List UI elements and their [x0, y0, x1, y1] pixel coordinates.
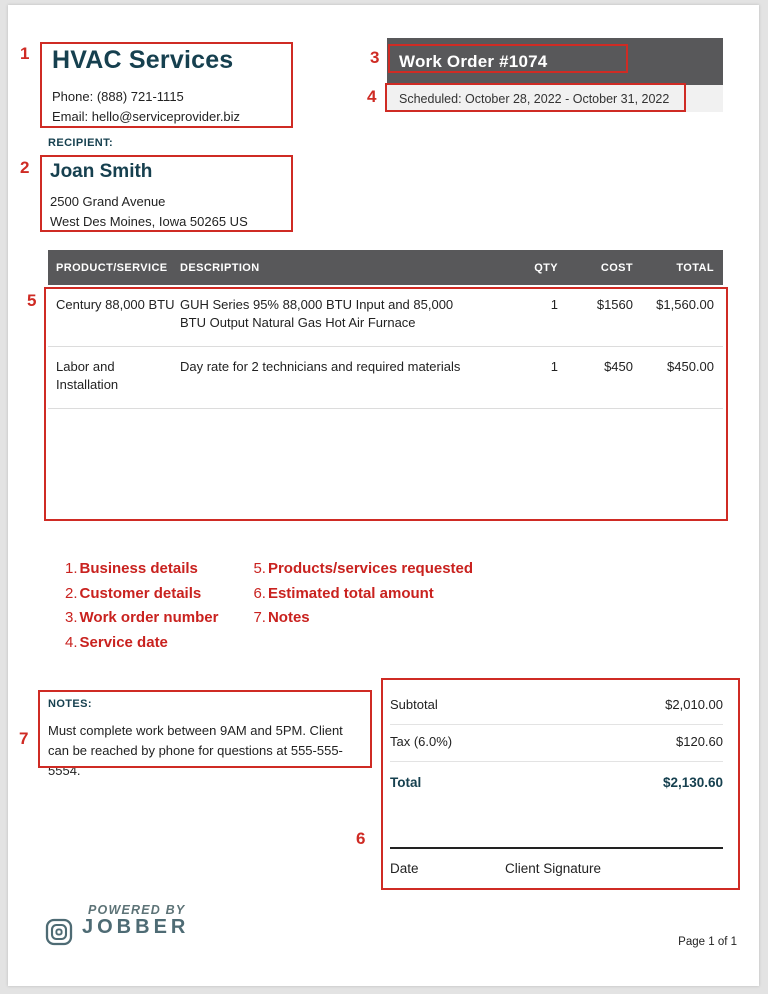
annotation-marker-7: 7 [19, 729, 29, 748]
subtotal-label: Subtotal [390, 697, 438, 712]
recipient-label: RECIPIENT: [48, 137, 114, 149]
business-name: HVAC Services [52, 46, 234, 74]
header-total: TOTAL [676, 261, 714, 274]
notes-text: Must complete work between 9AM and 5PM. Client can be reached by phone for questions at 555-555-5554. [48, 723, 343, 779]
cell-qty: 1 [550, 358, 558, 374]
cell-product: Century 88,000 BTU [56, 297, 175, 312]
annotation-marker-6: 6 [356, 829, 366, 848]
annotation-marker-3: 3 [370, 48, 380, 67]
recipient-address [50, 192, 248, 231]
annotation-marker-5: 5 [27, 291, 37, 310]
jobber-wordmark: JOBBER [82, 916, 190, 938]
scheduled-strip [387, 85, 723, 112]
legend-column-1 [65, 557, 218, 655]
client-signature-label: Client Signature [505, 861, 602, 876]
cell-total: $1,560.00 [656, 297, 714, 312]
total-value: $2,130.60 [662, 775, 723, 790]
annotation-legend [65, 557, 473, 655]
powered-by-text: POWERED BY [88, 903, 186, 917]
signature-labels [390, 861, 723, 876]
cell-qty: 1 [550, 297, 558, 312]
cell-cost: $450 [604, 358, 633, 374]
business-email: Email: hello@serviceprovider.biz [52, 108, 241, 124]
legend-item: 5. Products/services requested [253, 560, 474, 577]
recipient-address-line1: 2500 Grand Avenue [50, 194, 166, 209]
annotation-marker-4: 4 [367, 87, 377, 106]
jobber-logo-icon [45, 918, 73, 951]
work-order-header-bar [387, 38, 723, 85]
date-label: Date [390, 861, 419, 876]
legend-item: 6. Estimated total amount [253, 584, 434, 602]
legend-column-2 [253, 557, 473, 655]
table-header-row [48, 250, 723, 285]
cell-product: Labor and Installation [56, 358, 119, 393]
total-label: Total [390, 775, 422, 790]
business-contact [52, 87, 240, 126]
annotation-marker-2: 2 [20, 158, 30, 177]
business-phone: Phone: (888) 721-1115 [52, 89, 184, 104]
work-order-title: Work Order #1074 [399, 51, 548, 71]
table-row [48, 347, 723, 409]
recipient-name: Joan Smith [50, 161, 153, 182]
legend-item: 3. Work order number [65, 609, 219, 627]
line-items-table [48, 250, 723, 521]
table-row [48, 285, 723, 347]
tax-row [390, 725, 723, 762]
tax-label: Tax (6.0%) [390, 734, 453, 749]
header-description: DESCRIPTION [180, 261, 260, 274]
header-cost: COST [600, 261, 633, 274]
signature-line [390, 847, 723, 849]
legend-item: 4. Service date [65, 633, 168, 651]
header-product: PRODUCT/SERVICE [56, 261, 168, 274]
subtotal-row [390, 688, 723, 725]
cell-total: $450.00 [667, 358, 714, 374]
total-row [390, 762, 723, 802]
tax-value: $120.60 [676, 734, 723, 749]
legend-item: 1. Business details [65, 560, 198, 577]
scheduled-dates: Scheduled: October 28, 2022 - October 31, 2022 [399, 91, 670, 106]
subtotal-value: $2,010.00 [665, 697, 723, 712]
legend-item: 2. Customer details [65, 584, 202, 602]
page-number: Page 1 of 1 [678, 936, 737, 948]
recipient-address-line2: West Des Moines, Iowa 50265 US [50, 213, 248, 229]
notes-heading: NOTES: [48, 698, 92, 710]
table-empty-space [48, 409, 723, 521]
legend-item: 7. Notes [253, 609, 310, 627]
header-qty: QTY [534, 261, 558, 274]
cell-description: Day rate for 2 technicians and required materials [180, 358, 461, 374]
annotation-marker-1: 1 [20, 44, 30, 63]
cell-description: GUH Series 95% 88,000 BTU Input and 85,000 BTU Output Natural Gas Hot Air Furnace [180, 297, 454, 331]
totals-section [390, 688, 723, 802]
cell-cost: $1560 [596, 297, 633, 312]
